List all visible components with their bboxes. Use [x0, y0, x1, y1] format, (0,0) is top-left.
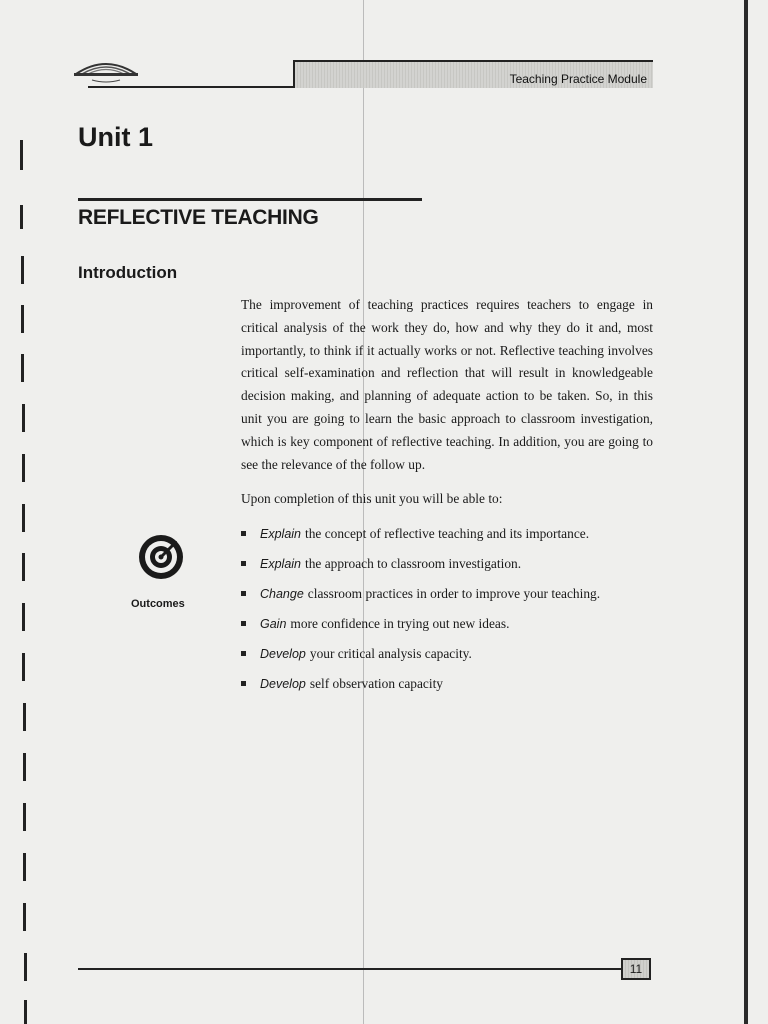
section-rule: [78, 198, 422, 201]
target-icon: [137, 533, 185, 581]
outcome-text: your critical analysis capacity.: [309, 646, 472, 661]
bullet-icon: [241, 561, 246, 566]
unit-title: Unit 1: [78, 122, 154, 152]
introduction-paragraph: The improvement of teaching practices requires teachers to engage in critical analysis of the work they do, how and why they do it and, most importantly, to think if it actually works or not. Reflective teaching involves critical self-examination and reflection that will result in knowledgeable decision making, and planning of adequate action to be taken. So, in this unit you are going to learn the basic approach to classroom investigation, which is key component of reflective teaching. In addition, you are going to see the relevance of the follow up.: [241, 297, 653, 472]
outcome-item: [241, 616, 600, 646]
outcome-text: the concept of reflective teaching and its importance.: [305, 526, 590, 541]
outcome-verb: Explain: [260, 527, 301, 541]
outcome-text: self observation capacity: [309, 676, 443, 691]
section-title: REFLECTIVE TEACHING: [78, 206, 319, 229]
outcome-item: [241, 586, 600, 616]
outcome-item: [241, 526, 600, 556]
outcomes-label: Outcomes: [131, 598, 185, 610]
header-rule: [88, 86, 294, 88]
page-edge-shadow: [744, 0, 748, 1024]
page-number: 11: [621, 958, 651, 980]
completion-statement: Upon completion of this unit you will be able to:: [241, 491, 503, 506]
outcome-item: [241, 676, 600, 706]
outcome-list: [241, 526, 600, 706]
outcome-verb: Develop: [260, 647, 306, 661]
bullet-icon: [241, 681, 246, 686]
introduction-heading: Introduction: [78, 263, 178, 282]
outcome-verb: Gain: [260, 617, 287, 631]
institution-logo-icon: [70, 50, 142, 84]
outcome-verb: Develop: [260, 677, 306, 691]
scan-fold-line: [363, 0, 364, 1024]
bullet-icon: [241, 531, 246, 536]
outcome-item: [241, 556, 600, 586]
bullet-icon: [241, 621, 246, 626]
outcome-text: more confidence in trying out new ideas.: [290, 616, 510, 631]
bullet-icon: [241, 651, 246, 656]
outcome-item: [241, 646, 600, 676]
outcome-verb: Explain: [260, 557, 301, 571]
bullet-icon: [241, 591, 246, 596]
module-title: Teaching Practice Module: [509, 72, 647, 86]
footer-rule: [78, 968, 622, 970]
header-band: [293, 60, 653, 88]
outcome-text: the approach to classroom investigation.: [305, 556, 522, 571]
outcome-verb: Change: [260, 587, 304, 601]
outcome-text: classroom practices in order to improve your teaching.: [307, 586, 601, 601]
